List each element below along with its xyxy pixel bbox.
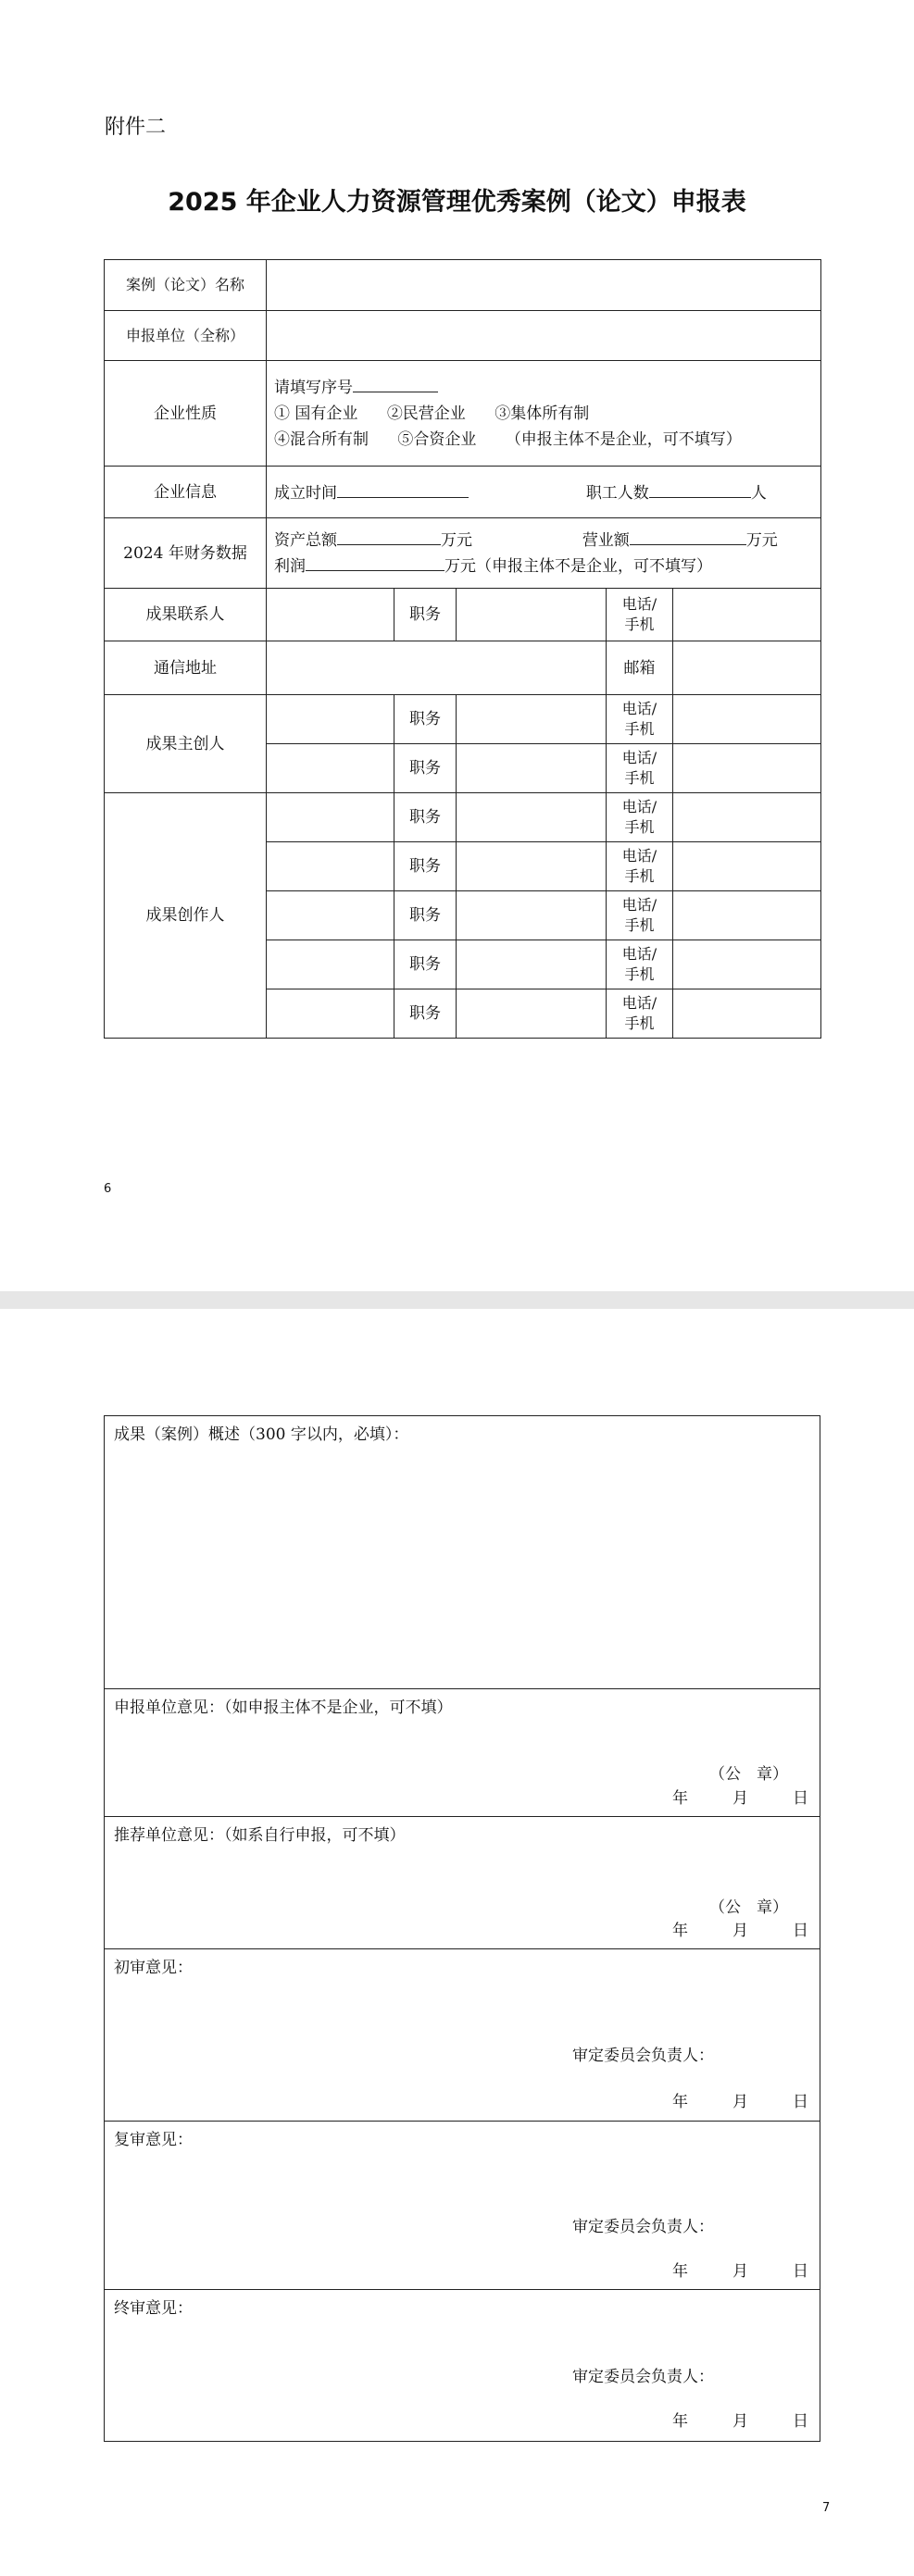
position-label: 职务 bbox=[394, 793, 457, 842]
finance-label: 2024 年财务数据 bbox=[105, 518, 267, 589]
summary-label: 成果（案例）概述（300 字以内，必填）： bbox=[114, 1425, 409, 1444]
phone-label: 电话/ 手机 bbox=[607, 891, 673, 940]
form-title: 2025 年企业人力资源管理优秀案例（论文）申报表 bbox=[168, 188, 746, 217]
lead-creator-position-field[interactable] bbox=[457, 744, 607, 793]
phone-label: 电话/ 手机 bbox=[607, 695, 673, 744]
contact-phone-field[interactable] bbox=[673, 589, 821, 641]
date-line: 年 月 日 bbox=[672, 2412, 808, 2431]
creator-phone-field[interactable] bbox=[673, 891, 821, 940]
founded-label: 成立时间 bbox=[274, 483, 337, 503]
position-label: 职务 bbox=[394, 891, 457, 940]
final-review-label: 终审意见： bbox=[114, 2299, 193, 2318]
recommender-opinion-field[interactable] bbox=[105, 1817, 820, 1949]
nature-option: ⑤合资企业 bbox=[397, 429, 477, 449]
recommender-opinion-label: 推荐单位意见：（如系自行申报，可不填） bbox=[114, 1826, 406, 1845]
email-label: 邮箱 bbox=[607, 641, 673, 695]
creator-name-field[interactable] bbox=[267, 989, 394, 1039]
contact-name-field[interactable] bbox=[267, 589, 394, 641]
date-line: 年 月 日 bbox=[672, 2093, 808, 2111]
revenue-unit: 万元 bbox=[745, 530, 778, 550]
phone-label: 电话/ 手机 bbox=[607, 793, 673, 842]
applicant-label: 申报单位（全称） bbox=[105, 311, 267, 361]
first-review-field[interactable] bbox=[105, 1949, 820, 2122]
info-label: 企业信息 bbox=[105, 467, 267, 518]
final-review-field[interactable] bbox=[105, 2290, 820, 2442]
staff-unit: 人 bbox=[750, 483, 767, 503]
position-label: 职务 bbox=[394, 695, 457, 744]
application-form-table bbox=[104, 259, 821, 1039]
contact-position-field[interactable] bbox=[457, 589, 607, 641]
creator-name-field[interactable] bbox=[267, 842, 394, 891]
nature-option: ②民营企业 bbox=[386, 404, 466, 423]
creator-name-field[interactable] bbox=[267, 891, 394, 940]
phone-label: 电话/ 手机 bbox=[607, 842, 673, 891]
committee-signer-label: 审定委员会负责人： bbox=[572, 2047, 714, 2065]
first-review-label: 初审意见： bbox=[114, 1959, 193, 1977]
creator-label: 成果创作人 bbox=[105, 793, 267, 1039]
page-2 bbox=[0, 1309, 914, 2576]
revenue-label: 营业额 bbox=[582, 530, 630, 550]
seal-label: （公 章） bbox=[709, 1898, 788, 1917]
lead-creator-label: 成果主创人 bbox=[105, 695, 267, 793]
phone-label: 电话/ 手机 bbox=[607, 589, 673, 641]
lead-creator-name-field[interactable] bbox=[267, 744, 394, 793]
position-label: 职务 bbox=[394, 744, 457, 793]
staff-label: 职工人数 bbox=[585, 483, 649, 503]
lead-creator-position-field[interactable] bbox=[457, 695, 607, 744]
profit-label: 利润 bbox=[274, 556, 306, 576]
lead-creator-phone-field[interactable] bbox=[673, 744, 821, 793]
finance-field[interactable]: 资产总额 万元 营业额 万元 利润 万元（申报主体不是企业，可不填写） bbox=[267, 518, 821, 589]
page-number: 7 bbox=[822, 2501, 831, 2515]
position-label: 职务 bbox=[394, 940, 457, 989]
applicant-field[interactable] bbox=[267, 311, 821, 361]
summary-field[interactable] bbox=[105, 1416, 820, 1689]
page-number: 6 bbox=[104, 1182, 112, 1196]
creator-phone-field[interactable] bbox=[673, 989, 821, 1039]
case-name-field[interactable] bbox=[267, 260, 821, 311]
creator-name-field[interactable] bbox=[267, 793, 394, 842]
profit-note: 万元（申报主体不是企业，可不填写） bbox=[444, 556, 712, 576]
nature-option: ④混合所有制 bbox=[274, 429, 369, 449]
nature-prompt: 请填写序号 bbox=[274, 378, 353, 397]
phone-label: 电话/ 手机 bbox=[607, 744, 673, 793]
phone-label: 电话/ 手机 bbox=[607, 989, 673, 1039]
phone-label: 电话/ 手机 bbox=[607, 940, 673, 989]
creator-position-field[interactable] bbox=[457, 989, 607, 1039]
assets-label: 资产总额 bbox=[274, 530, 337, 550]
case-name-label: 案例（论文）名称 bbox=[105, 260, 267, 311]
position-label: 职务 bbox=[394, 842, 457, 891]
creator-name-field[interactable] bbox=[267, 940, 394, 989]
nature-option: ① 国有企业 bbox=[274, 404, 358, 423]
creator-phone-field[interactable] bbox=[673, 940, 821, 989]
creator-position-field[interactable] bbox=[457, 940, 607, 989]
review-table bbox=[104, 1415, 820, 2442]
annex-label: 附件二 bbox=[105, 116, 167, 139]
committee-signer-label: 审定委员会负责人： bbox=[572, 2368, 714, 2386]
applicant-opinion-field[interactable] bbox=[105, 1689, 820, 1817]
position-label: 职务 bbox=[394, 989, 457, 1039]
address-field[interactable] bbox=[267, 641, 607, 695]
second-review-label: 复审意见： bbox=[114, 2131, 193, 2149]
date-line: 年 月 日 bbox=[672, 1922, 808, 1940]
nature-label: 企业性质 bbox=[105, 361, 267, 467]
committee-signer-label: 审定委员会负责人： bbox=[572, 2218, 714, 2236]
date-line: 年 月 日 bbox=[672, 1789, 808, 1808]
lead-creator-name-field[interactable] bbox=[267, 695, 394, 744]
second-review-field[interactable] bbox=[105, 2122, 820, 2290]
applicant-opinion-label: 申报单位意见：（如申报主体不是企业，可不填） bbox=[114, 1699, 453, 1717]
creator-position-field[interactable] bbox=[457, 793, 607, 842]
nature-note: （申报主体不是企业，可不填写） bbox=[505, 429, 742, 449]
lead-creator-phone-field[interactable] bbox=[673, 695, 821, 744]
email-field[interactable] bbox=[673, 641, 821, 695]
date-line: 年 月 日 bbox=[672, 2262, 808, 2281]
creator-phone-field[interactable] bbox=[673, 842, 821, 891]
contact-label: 成果联系人 bbox=[105, 589, 267, 641]
nature-field[interactable] bbox=[267, 361, 821, 467]
position-label: 职务 bbox=[394, 589, 457, 641]
nature-option: ③集体所有制 bbox=[495, 404, 590, 423]
creator-position-field[interactable] bbox=[457, 842, 607, 891]
creator-position-field[interactable] bbox=[457, 891, 607, 940]
seal-label: （公 章） bbox=[709, 1765, 788, 1784]
creator-phone-field[interactable] bbox=[673, 793, 821, 842]
address-label: 通信地址 bbox=[105, 641, 267, 695]
info-field[interactable] bbox=[267, 467, 821, 518]
